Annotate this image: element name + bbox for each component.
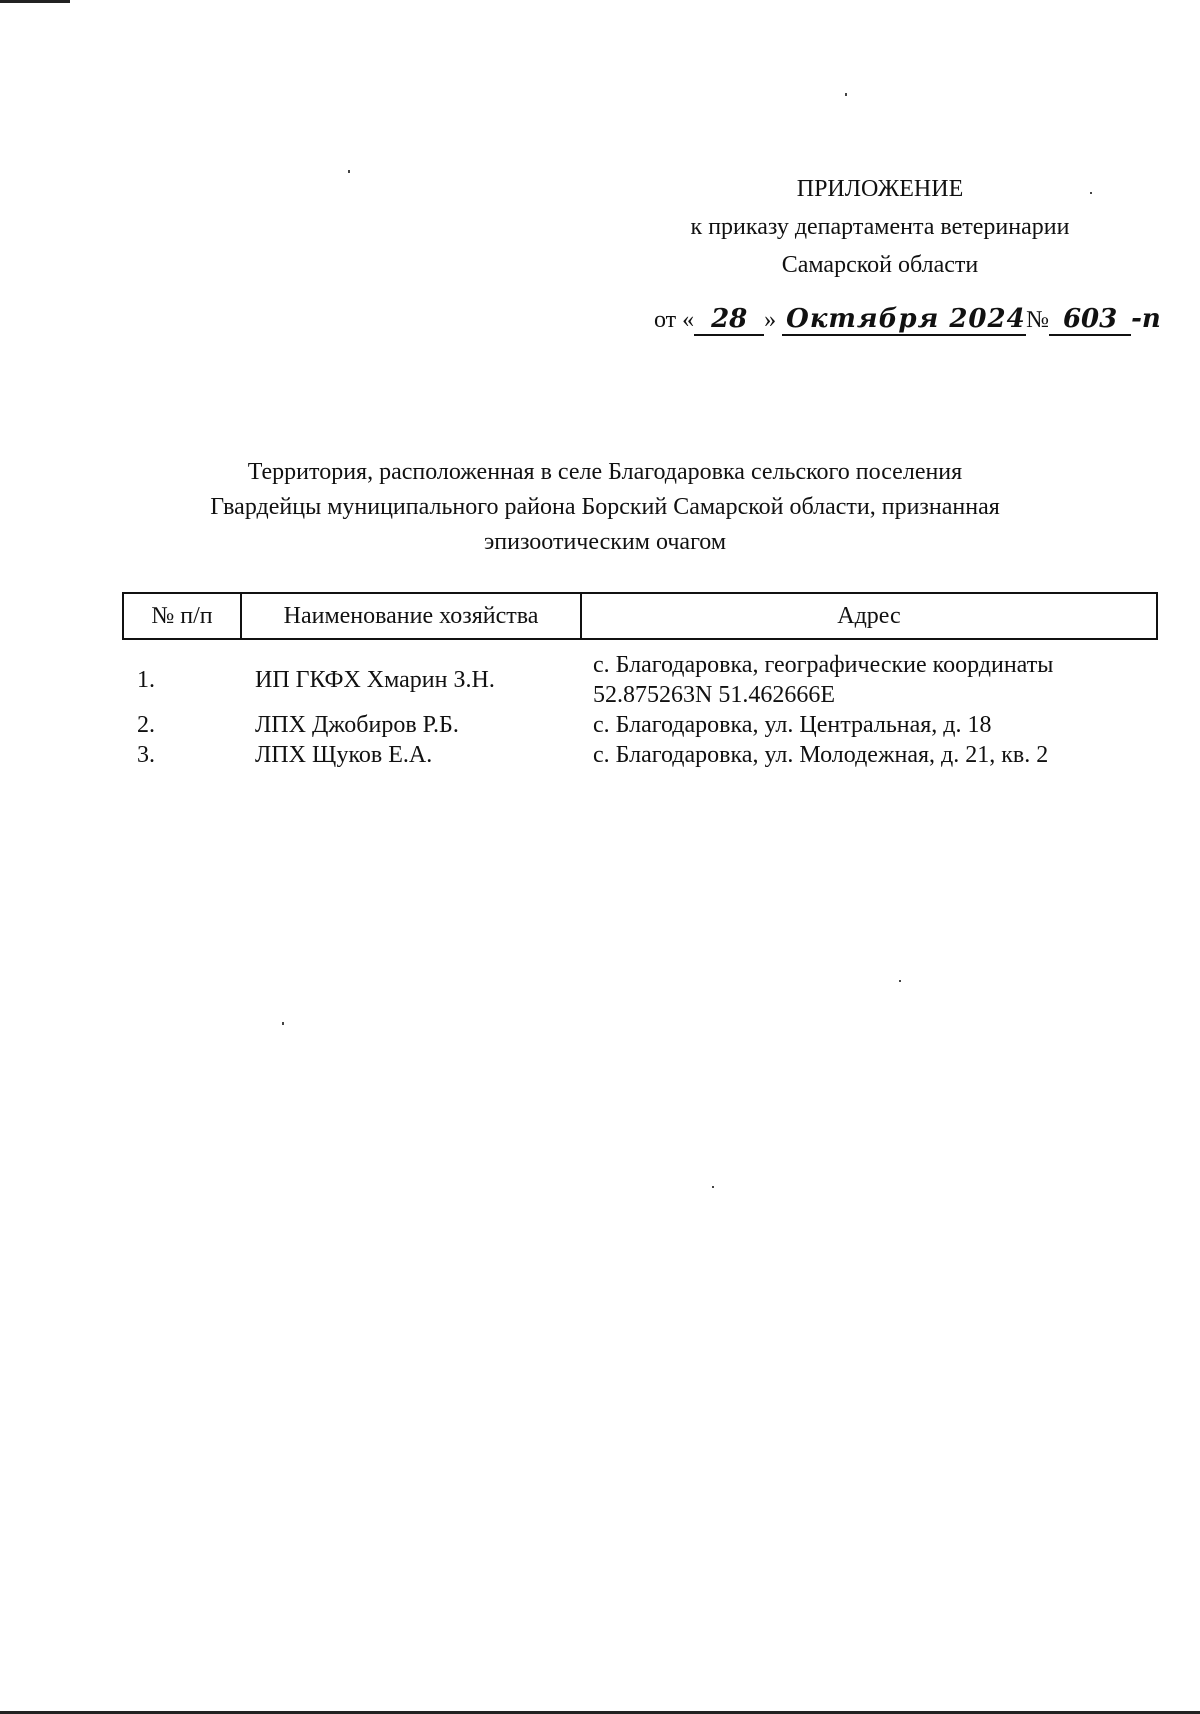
scan-speck <box>899 980 901 982</box>
handwritten-day: 28 <box>694 304 764 336</box>
number-sign: № <box>1026 307 1050 333</box>
row-farm-name: ЛПХ Щуков Е.А. <box>255 742 433 768</box>
scan-speck <box>845 93 847 96</box>
order-date-line <box>654 304 1161 344</box>
table-header-row <box>123 593 1157 639</box>
scan-speck <box>712 1186 714 1188</box>
scan-speck <box>1090 192 1092 194</box>
table-row <box>123 740 1157 770</box>
header-farm-name: Наименование хозяйства <box>241 593 581 639</box>
row-number: 1. <box>137 667 155 693</box>
document-title <box>120 455 1090 560</box>
row-number: 3. <box>137 742 155 768</box>
row-farm-name: ИП ГКФХ Хмарин З.Н. <box>255 667 495 693</box>
header-address: Адрес <box>581 593 1157 639</box>
address-line: с. Благодаровка, ул. Центральная, д. 18 <box>593 712 992 738</box>
address-coordinates: 52.875263N 51.462666E <box>593 682 835 708</box>
appendix-region: Самарской области <box>781 252 979 278</box>
scan-speck <box>282 1022 284 1025</box>
title-line-3: эпизоотическим очагом <box>483 529 727 555</box>
title-line-1: Территория, расположенная в селе Благодаровка сельского поселения <box>247 459 963 485</box>
row-farm-name: ЛПХ Джобиров Р.Б. <box>255 712 459 738</box>
date-close-quote: » <box>764 307 777 333</box>
farms-table <box>122 592 1158 770</box>
handwritten-month-year: Октября 2024 <box>782 304 1026 336</box>
row-number: 2. <box>137 712 155 738</box>
appendix-header <box>620 170 1140 284</box>
row-address <box>581 639 1157 710</box>
row-address <box>581 710 1157 740</box>
header-number: № п/п <box>123 593 241 639</box>
scan-edge-mark <box>0 0 70 3</box>
scan-speck <box>348 170 350 173</box>
handwritten-order-suffix: -п <box>1131 304 1161 334</box>
appendix-order-ref: к приказу департамента ветеринарии <box>690 214 1070 240</box>
address-line: с. Благодаровка, географические координаты <box>593 652 1054 678</box>
title-line-2: Гвардейцы муниципального района Борский Самарской области, признанная <box>210 494 1000 520</box>
date-from-label: от « <box>654 307 695 333</box>
handwritten-order-number: 603 <box>1049 304 1131 336</box>
address-line: с. Благодаровка, ул. Молодежная, д. 21, кв. 2 <box>593 742 1049 768</box>
table-row <box>123 639 1157 710</box>
row-address <box>581 740 1157 770</box>
table-row <box>123 710 1157 740</box>
appendix-heading: ПРИЛОЖЕНИЕ <box>796 176 964 202</box>
